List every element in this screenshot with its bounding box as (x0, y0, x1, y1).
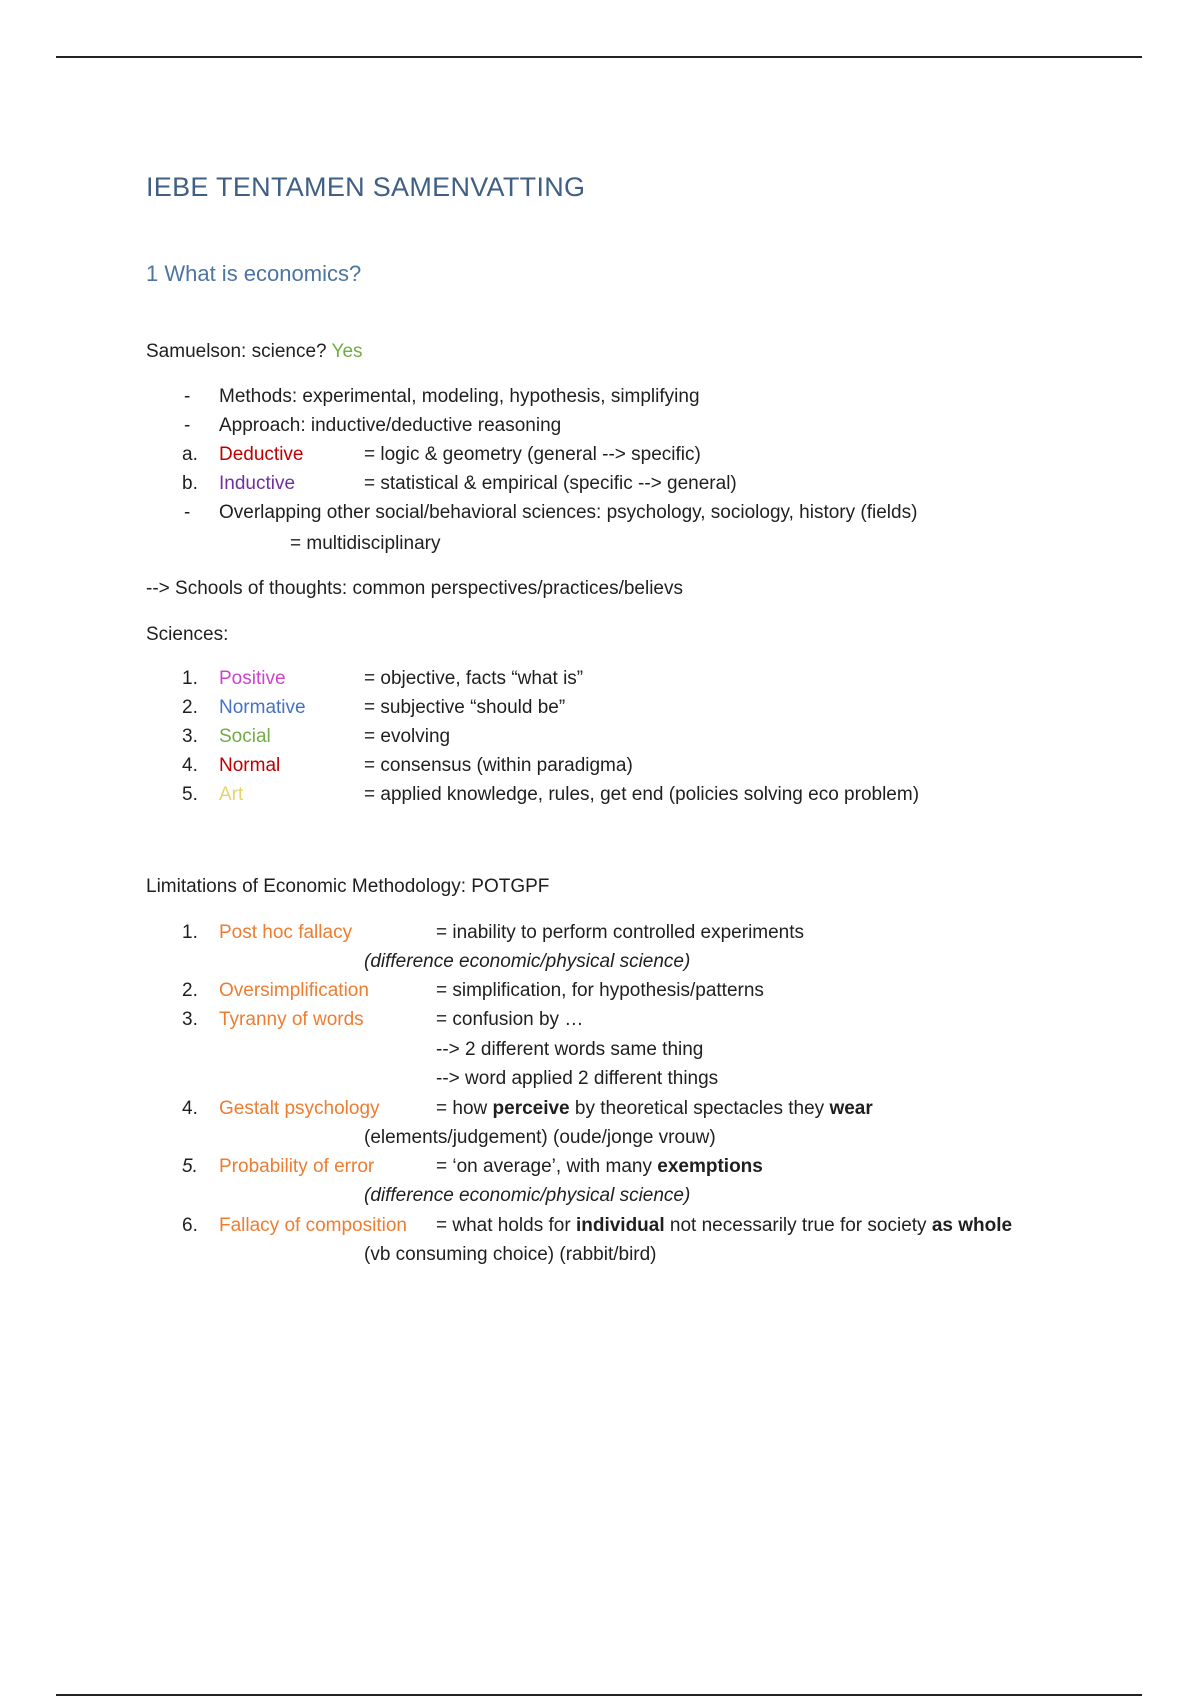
section-heading: 1 What is economics? (146, 261, 362, 286)
list-number: 1. (182, 668, 198, 689)
document-title: IEBE TENTAMEN SAMENVATTING (146, 172, 586, 202)
sciences-heading: Sciences: (146, 624, 229, 645)
term-normative: Normative (219, 697, 306, 718)
definition: = confusion by … (436, 1009, 584, 1030)
sub-point: --> 2 different words same thing (436, 1039, 704, 1060)
term-probability-of-error: Probability of error (219, 1156, 375, 1177)
def-part: = ‘on average’, with many (436, 1156, 652, 1177)
note: (difference economic/physical science) (364, 1185, 691, 1206)
term-tyranny-of-words: Tyranny of words (219, 1009, 364, 1030)
note: (vb consuming choice) (rabbit/bird) (364, 1244, 657, 1265)
samuelson-prefix: Samuelson: science? (146, 341, 327, 362)
list-marker: - (184, 386, 191, 407)
list-number: 5. (182, 784, 198, 805)
def-emphasis: perceive (492, 1098, 570, 1119)
schools-line: --> Schools of thoughts: common perspectives/practices/believs (146, 578, 684, 599)
list-number: 2. (182, 697, 198, 718)
definition: = logic & geometry (general --> specific) (364, 444, 701, 465)
list-number: 3. (182, 1009, 198, 1030)
list-number: 4. (182, 1098, 198, 1119)
list-marker: - (184, 415, 191, 436)
term-social: Social (219, 726, 271, 747)
top-rule (56, 56, 1142, 58)
list-number: 4. (182, 755, 198, 776)
term-post-hoc-fallacy: Post hoc fallacy (219, 922, 353, 943)
samuelson-answer: Yes (331, 341, 363, 362)
note: (difference economic/physical science) (364, 951, 691, 972)
definition: = consensus (within paradigma) (364, 755, 633, 776)
list-marker: a. (182, 444, 198, 465)
list-number: 5. (182, 1156, 198, 1177)
samuelson-line (146, 340, 363, 364)
list-number: 3. (182, 726, 198, 747)
def-emphasis: wear (829, 1098, 873, 1119)
definition: = statistical & empirical (specific --> general) (364, 473, 737, 494)
term-normal: Normal (219, 755, 281, 776)
definition: = subjective “should be” (364, 697, 566, 718)
term-oversimplification: Oversimplification (219, 980, 369, 1001)
sub-point: --> word applied 2 different things (436, 1068, 719, 1089)
def-part: = how (436, 1098, 488, 1119)
definition (436, 1097, 873, 1121)
list-number: 1. (182, 922, 198, 943)
term-positive: Positive (219, 668, 286, 689)
list-marker: - (184, 502, 191, 523)
def-part: by theoretical spectacles they (574, 1098, 825, 1119)
definition: = applied knowledge, rules, get end (policies solving eco problem) (364, 784, 920, 805)
list-item-text: Approach: inductive/deductive reasoning (219, 415, 562, 436)
term-art: Art (219, 784, 244, 805)
note: (elements/judgement) (oude/jonge vrouw) (364, 1127, 716, 1148)
list-item-text: Methods: experimental, modeling, hypothesis, simplifying (219, 386, 700, 407)
def-part: not necessarily true for society (669, 1215, 927, 1236)
list-number: 2. (182, 980, 198, 1001)
multidisciplinary-note: = multidisciplinary (290, 533, 441, 554)
list-marker: b. (182, 473, 198, 494)
definition (436, 1155, 763, 1179)
definition: = objective, facts “what is” (364, 668, 584, 689)
def-part: = what holds for (436, 1215, 571, 1236)
list-item-text: Overlapping other social/behavioral sciences: psychology, sociology, history (fields) (219, 502, 918, 523)
list-number: 6. (182, 1215, 198, 1236)
bottom-rule (56, 1694, 1142, 1696)
term-fallacy-of-composition: Fallacy of composition (219, 1215, 407, 1236)
term-inductive: Inductive (219, 473, 296, 494)
def-emphasis: as whole (931, 1215, 1013, 1236)
term-gestalt-psychology: Gestalt psychology (219, 1098, 380, 1119)
definition: = evolving (364, 726, 451, 747)
definition (436, 1214, 1012, 1238)
limitations-heading: Limitations of Economic Methodology: POTGPF (146, 876, 550, 897)
def-emphasis: individual (575, 1215, 665, 1236)
def-emphasis: exemptions (657, 1156, 763, 1177)
term-deductive: Deductive (219, 444, 304, 465)
definition: = simplification, for hypothesis/patterns (436, 980, 764, 1001)
definition: = inability to perform controlled experiments (436, 922, 805, 943)
